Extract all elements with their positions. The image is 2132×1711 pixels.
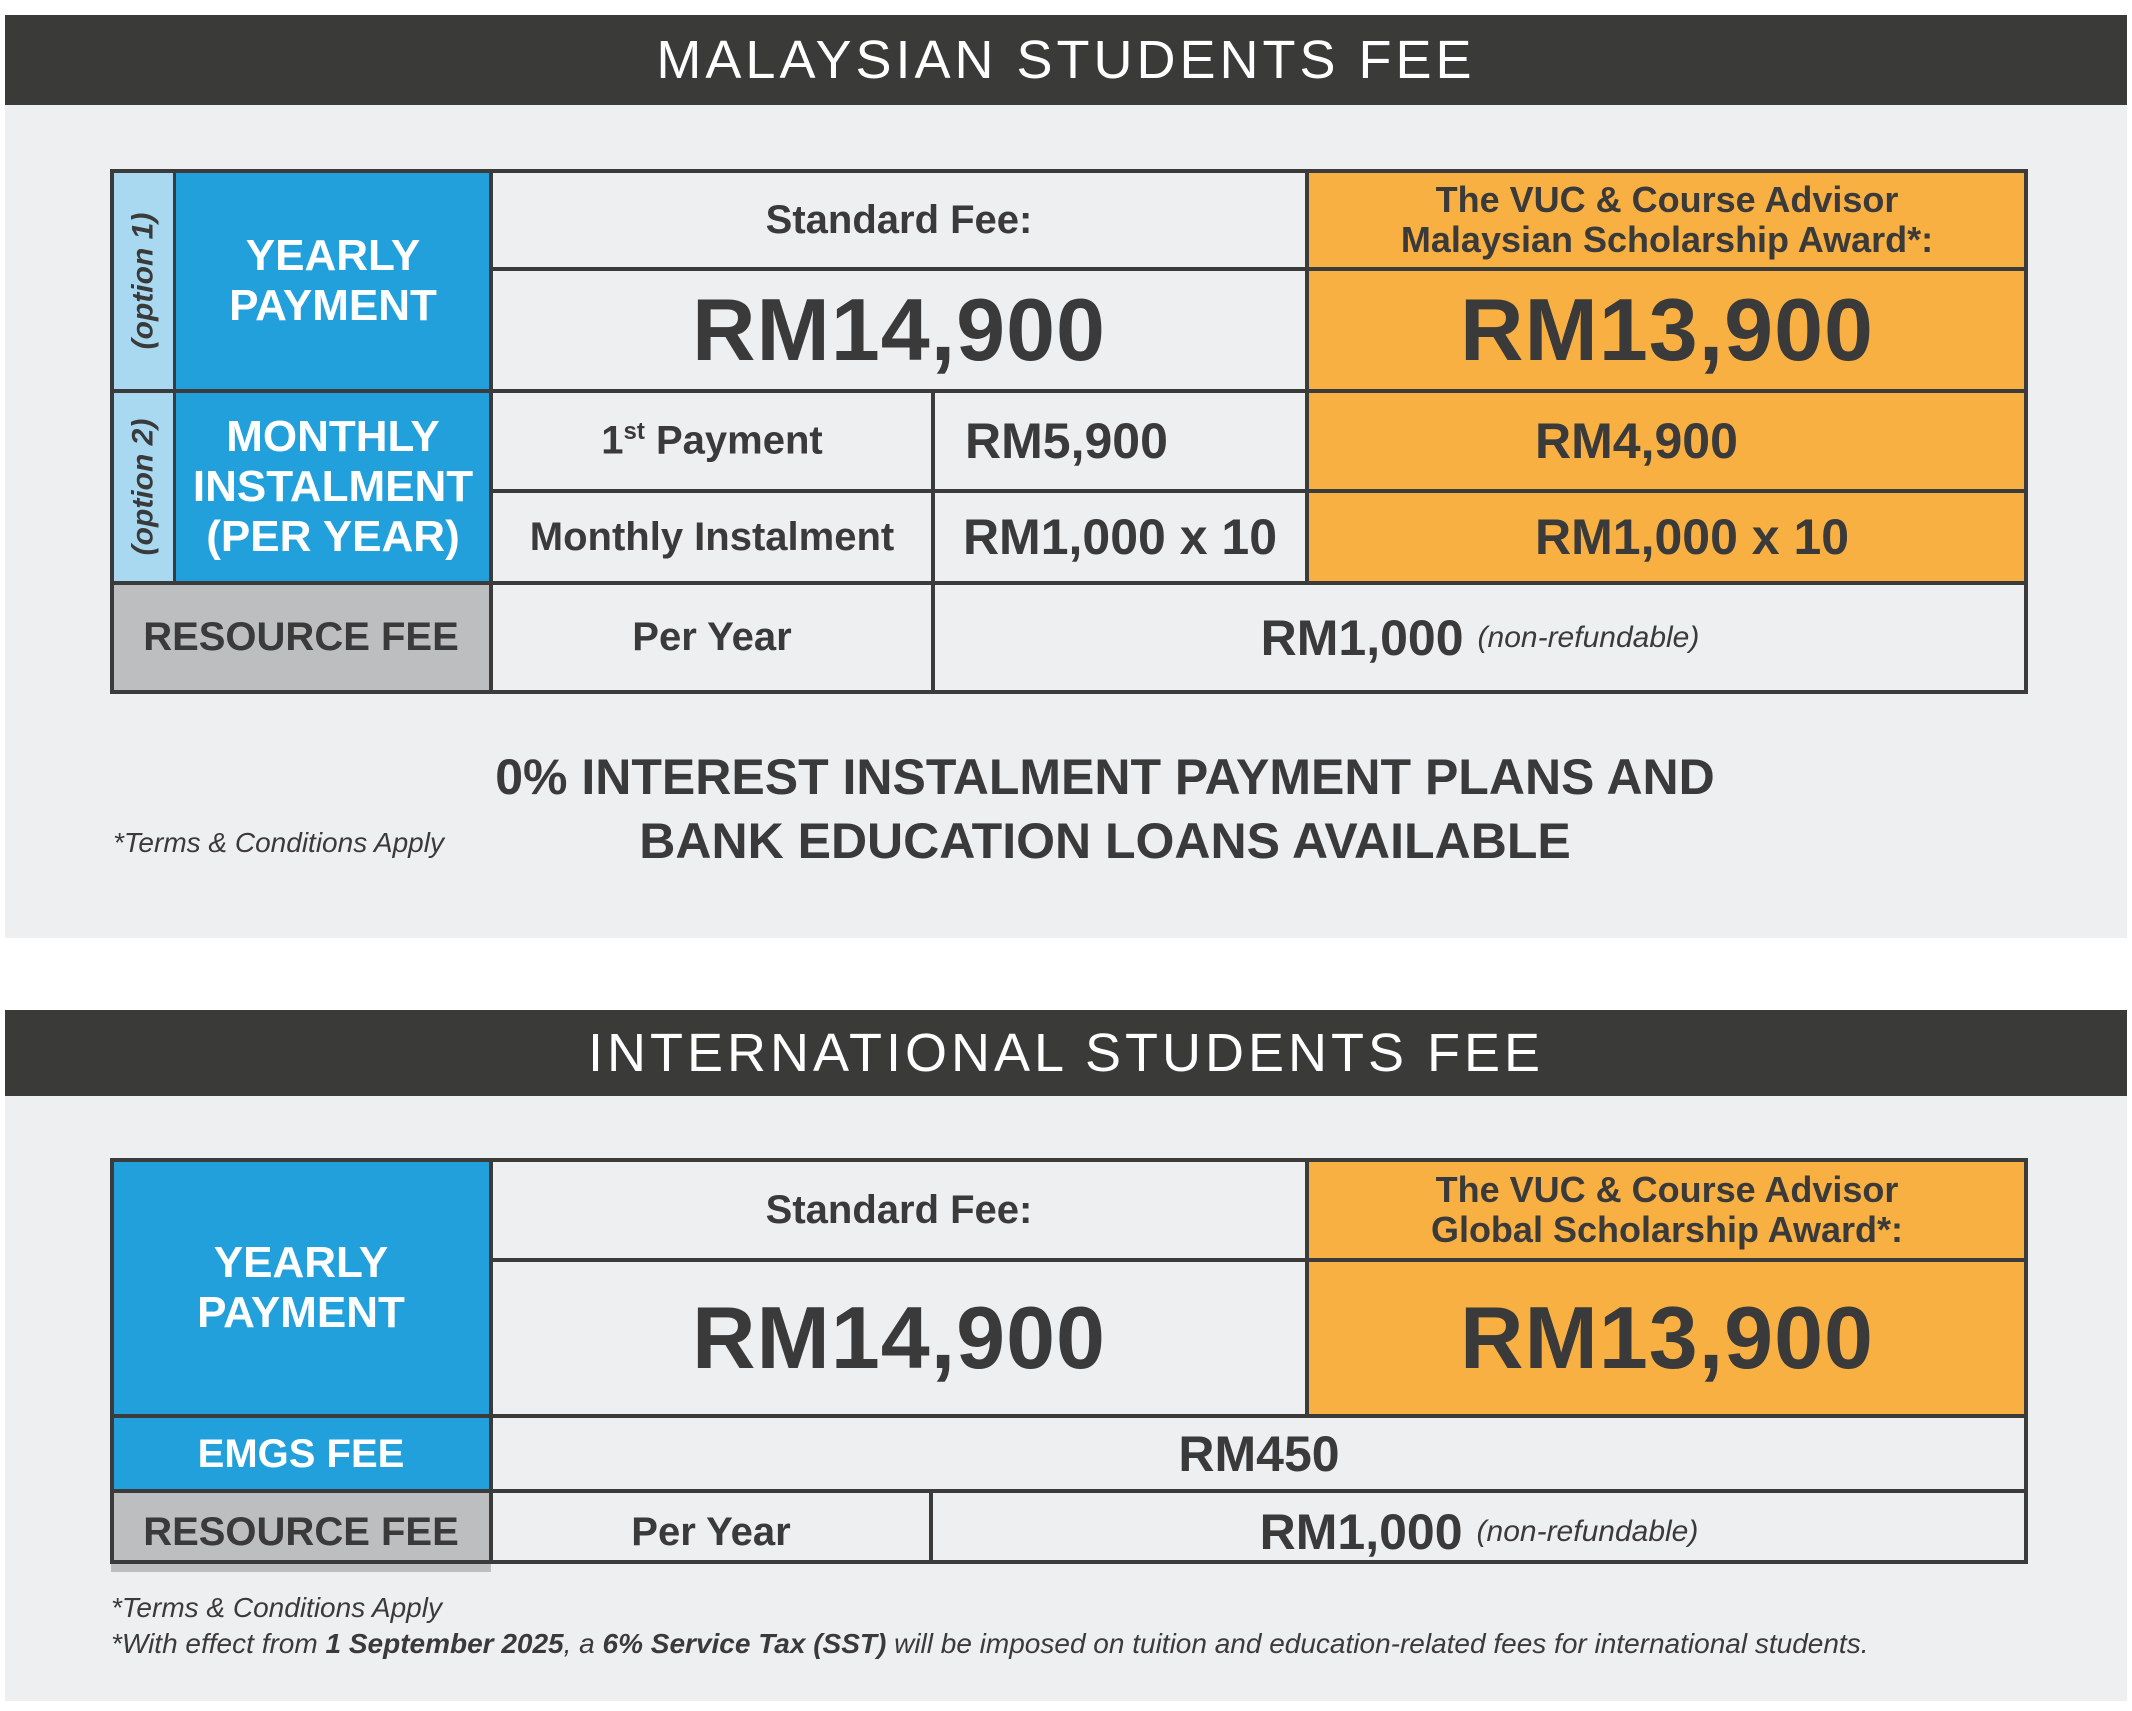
intl-standard-yearly-value: RM14,900 [691,1288,1106,1387]
first-payment-text: 1st Payment [601,418,823,463]
table-border-top [110,1158,2028,1162]
emgs-fee-label [111,1416,491,1492]
sst-notice [111,1628,1868,1660]
monthly-award [1307,491,2027,583]
intl-scholarship-award-header [1307,1160,2027,1260]
intl-standard-fee-header [491,1160,1307,1260]
sst-tax: 6% Service Tax (SST) [602,1628,887,1659]
international-section-title [5,1010,2127,1096]
divider [931,389,935,694]
divider [491,1258,2027,1262]
award-header-line-2: Malaysian Scholarship Award*: [1400,219,1934,260]
promo-line-2: BANK EDUCATION LOANS AVAILABLE [639,813,1571,869]
divider [110,1414,2028,1418]
first-payment-standard [933,391,1307,491]
standard-fee-header-text: Standard Fee: [765,197,1033,242]
intl-award-yearly-fee [1307,1260,2027,1416]
intl-award-header-line-2: Global Scholarship Award*: [1430,1209,1904,1250]
scholarship-award-header [1307,171,2027,269]
award-yearly-value: RM13,900 [1459,280,1874,379]
divider [1305,169,1309,583]
monthly-standard-value: RM1,000 x 10 [962,509,1278,565]
emgs-fee-value-text: RM450 [1178,1426,1340,1482]
divider [110,1489,2028,1493]
standard-yearly-value: RM14,900 [691,280,1106,379]
resource-fee-label [111,583,491,692]
malaysian-section-title [5,15,2127,105]
table-border-right [2024,1158,2028,1564]
intl-resource-period-text: Per Year [631,1509,791,1554]
standard-fee-header [491,171,1307,269]
intl-standard-yearly-fee [491,1260,1307,1416]
divider [110,581,2028,585]
emgs-fee-value [491,1416,2027,1492]
monthly-instalment-label [175,391,491,583]
yearly-label-line-1: YEARLY [245,231,421,280]
option-1-tag [111,171,175,391]
intl-yearly-label-line-1: YEARLY [213,1238,389,1287]
resource-fee-period [491,583,933,692]
divider [110,389,2028,393]
first-payment-award-value: RM4,900 [1535,413,1738,469]
yearly-label-line-2: PAYMENT [229,281,437,330]
malaysian-fee-section [5,15,2127,938]
monthly-label-line-2: INSTALMENT [192,462,474,511]
intl-resource-value-text: RM1,000 [1259,1504,1463,1560]
table-border-left [110,169,114,694]
option-2-tag [111,391,175,583]
resource-note-text: (non-refundable) [1477,620,1700,654]
divider [173,169,176,583]
monthly-instalment-row-label [491,491,933,583]
sst-prefix: *With effect from [111,1628,326,1659]
malaysian-title-text: MALAYSIAN STUDENTS FEE [656,30,1476,90]
intl-award-yearly-value: RM13,900 [1459,1288,1874,1387]
monthly-label-line-3: (PER YEAR) [206,512,460,561]
promo-line-1: 0% INTEREST INSTALMENT PAYMENT PLANS AND [495,749,1715,805]
divider [491,267,2027,271]
resource-period-text: Per Year [632,615,792,659]
divider [489,169,493,694]
monthly-label-line-1: MONTHLY [226,412,440,461]
divider [491,489,2027,493]
table-border-top [110,169,2028,173]
interest-promo [305,745,1905,873]
divider [1305,1158,1309,1416]
sst-date: 1 September 2025 [325,1628,564,1659]
option-1-text: (option 1) [126,212,160,350]
option-2-text: (option 2) [126,418,160,556]
table-border-bottom [110,1560,2028,1564]
first-payment-standard-value: RM5,900 [965,413,1168,469]
monthly-standard [933,491,1307,583]
divider [489,1158,493,1564]
yearly-payment-label [175,171,491,391]
first-payment-award [1307,391,2027,491]
table-border-bottom [110,690,2028,694]
intl-yearly-payment-label [111,1160,491,1416]
malaysian-terms: *Terms & Conditions Apply [113,827,444,858]
table-border-left [110,1158,114,1564]
standard-yearly-fee [491,269,1307,391]
international-title-text: INTERNATIONAL STUDENTS FEE [587,1023,1545,1083]
award-yearly-fee [1307,269,2027,391]
intl-resource-fee-label-text: RESOURCE FEE [143,1509,459,1554]
resource-fee-value [933,583,2027,692]
intl-terms: *Terms & Conditions Apply [111,1592,442,1623]
table-border-right [2024,169,2028,694]
international-fee-section [5,1010,2127,1701]
emgs-fee-label-text: EMGS FEE [197,1431,405,1476]
first-payment-label [491,391,933,491]
monthly-award-value: RM1,000 x 10 [1535,509,1850,565]
resource-value-text: RM1,000 [1260,609,1464,666]
intl-award-header-line-1: The VUC & Course Advisor [1435,1169,1899,1210]
intl-resource-note-text: (non-refundable) [1476,1515,1699,1548]
divider [929,1489,933,1564]
sst-suffix: will be imposed on tuition and education-related fees for international students. [886,1628,1869,1659]
award-header-line-1: The VUC & Course Advisor [1435,179,1899,220]
resource-fee-label-text: RESOURCE FEE [143,615,459,659]
monthly-instalment-text: Monthly Instalment [529,514,895,559]
sst-mid: , a [563,1628,603,1659]
intl-yearly-label-line-2: PAYMENT [197,1288,405,1337]
intl-standard-fee-header-text: Standard Fee: [765,1187,1033,1232]
